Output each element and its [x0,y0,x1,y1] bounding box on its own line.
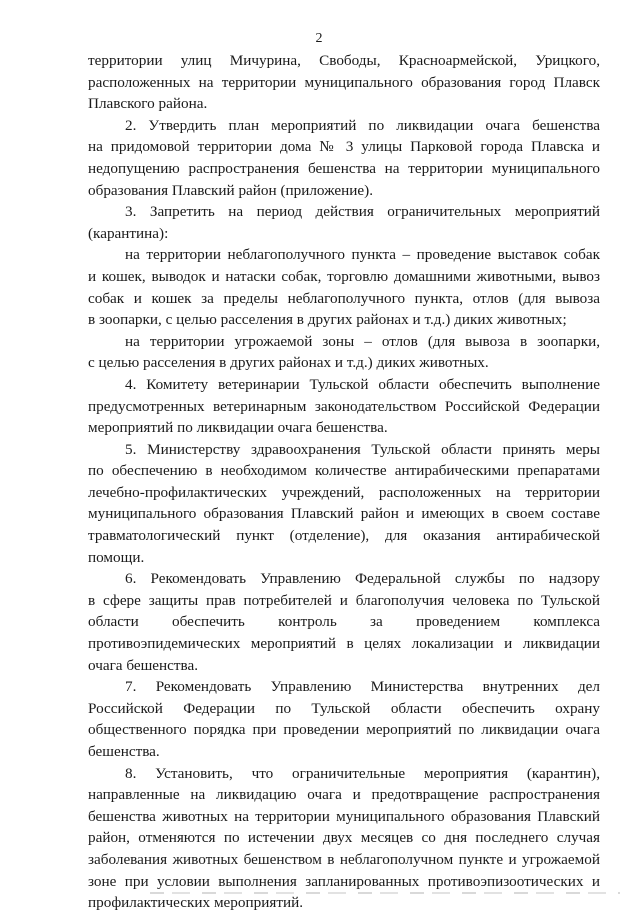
text-line: лечебно-профилактических учреждений, расположенных на территории [88,483,600,501]
text-line: территории улиц Мичурина, Свободы, Красноармейской, Урицкого, [88,52,600,69]
text-line: район, отменяются по истечении двух месяцев со дня последнего случая [88,829,600,847]
text-line: образования Плавский район (приложение). [88,181,374,199]
text-line: на придомовой территории дома № 3 улицы Парковой города Плавска и [88,138,600,156]
text-line: недопущению распространения бешенства на территории муниципального [88,159,600,177]
paragraph-item-3-sub-a [88,244,600,330]
text-line: помощи. [88,548,145,566]
paragraph-continuation [88,50,600,115]
text-line: 5. Министерству здравоохранения Тульской области принять меры [125,440,600,458]
text-line: муниципального образования Плавский район и имеющих в своем составе [88,505,600,523]
text-line: бешенства. [88,743,160,760]
paragraph-item-3-sub-b [88,331,600,374]
paragraph-item-4 [88,374,600,439]
text-line: заболевания животных бешенством в неблагополучном пункте и угрожаемой [88,850,600,868]
text-line: общественного порядка при проведении мероприятий по ликвидации очага [88,721,600,739]
text-line: собак и кошек за пределы неблагополучного пункта, отлов (для вывоза [88,289,600,307]
text-line: в сфере защиты прав потребителей и благополучия человека по Тульской [88,591,600,609]
text-line: по обеспечению в необходимом количестве антирабическими препаратами [88,462,600,480]
text-line: Плавского района. [88,95,208,113]
text-line: Российской Федерации по Тульской области обеспечить охрану [88,699,600,717]
text-line: мероприятий по ликвидации очага бешенства. [88,419,388,437]
text-line: предусмотренных ветеринарным законодательством Российской Федерации [88,397,600,415]
text-line: 6. Рекомендовать Управлению Федеральной службы по надзору [125,570,600,588]
text-line: направленные на ликвидацию очага и предотвращение распространения [88,786,600,804]
text-line: на территории угрожаемой зоны – отлов (для вывоза в зоопарки, [125,332,600,350]
paragraph-item-7 [88,676,600,762]
text-line: 2. Утвердить план мероприятий по ликвидации очага бешенства [125,116,600,134]
text-line: области обеспечить контроль за проведением комплекса [88,613,600,631]
text-line: противоэпидемических мероприятий в целях локализации и ликвидации [88,635,600,653]
text-line: зоне при условии выполнения запланированных противоэпизоотических и [88,872,600,890]
scan-artifact-divider [150,892,620,894]
paragraph-item-3 [88,201,600,244]
text-line: профилактических мероприятий. [88,894,304,912]
text-line: в зоопарки, с целью расселения в других районах и т.д.) диких животных; [88,311,567,329]
text-line: очага бешенства. [88,656,199,674]
text-line: 7. Рекомендовать Управлению Министерства внутренних дел [125,678,600,696]
text-line: и кошек, выводок и натаски собак, торговлю домашними животными, вывоз [88,267,600,285]
text-line: с целью расселения в других районах и т.д.) диких животных. [88,354,489,372]
text-line: (карантина): [88,224,169,242]
text-line: бешенства животных на территории муниципального образования Плавский [88,807,600,825]
text-line: 8. Установить, что ограничительные мероприятия (карантин), [125,764,600,782]
text-line: 3. Запретить на период действия ограничительных мероприятий [125,203,600,221]
text-line: расположенных на территории муниципального образования город Плавск [88,73,600,91]
text-line: 4. Комитету ветеринарии Тульской области обеспечить выполнение [125,375,600,393]
paragraph-item-2 [88,115,600,201]
document-body [88,50,600,914]
text-line: травматологический пункт (отделение), для оказания антирабической [88,527,600,545]
page-number: 2 [315,31,323,46]
paragraph-item-5 [88,439,600,569]
paragraph-item-6 [88,568,600,676]
text-line: на территории неблагополучного пункта – проведение выставок собак [125,246,600,264]
